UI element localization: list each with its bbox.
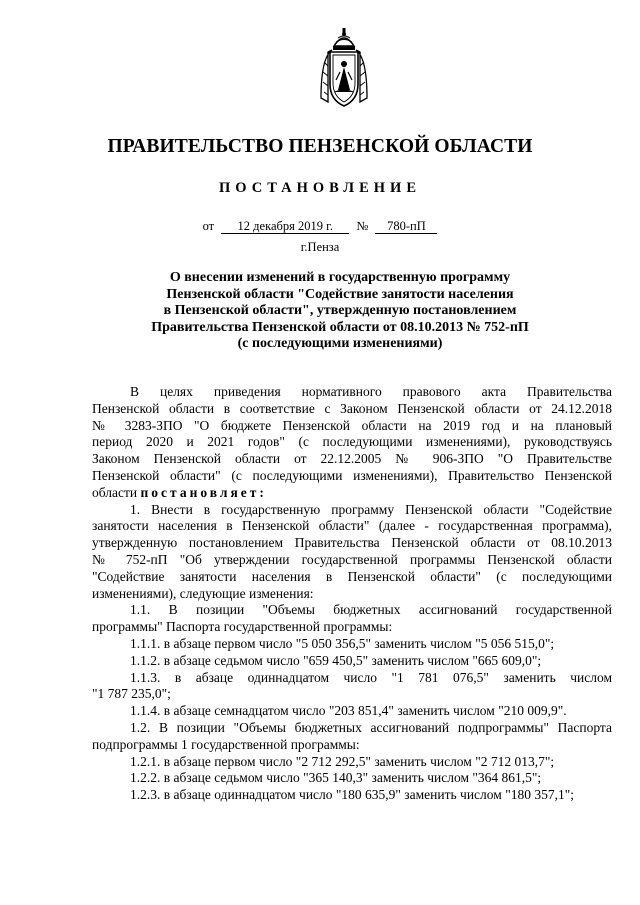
preamble-line: области <box>92 484 141 500</box>
organization-name: ПРАВИТЕЛЬСТВО ПЕНЗЕНСКОЙ ОБЛАСТИ <box>107 136 533 157</box>
item-1-line: "Содействие занятости населения в Пензенской области" (с последующими <box>92 568 612 584</box>
item-1-2-2: 1.2.2. в абзаце седьмом число "365 140,3" заменить числом "364 861,5"; <box>130 770 542 786</box>
number-prefix: № <box>356 219 369 233</box>
date-prefix: от <box>202 219 215 233</box>
item-1-1-1: 1.1.1. в абзаце первом число "5 050 356,5" заменить числом "5 056 515,0"; <box>130 635 555 651</box>
preamble-line: Законом Пензенской области от 22.12.2005 № 906-ЗПО "О Правительстве <box>92 451 612 467</box>
item-1-2-3: 1.2.3. в абзаце одиннадцатом число "180 635,9" заменить числом "180 357,1"; <box>130 787 574 803</box>
document-type: ПОСТАНОВЛЕНИЕ <box>218 180 421 196</box>
item-1-2-line: 1.2. В позиции "Объемы бюджетных ассигнований подпрограммы" Паспорта <box>130 719 612 735</box>
item-1-line: утвержденную постановлением Правительства Пензенской области от 08.10.2013 <box>92 535 612 551</box>
item-1-1-2: 1.1.2. в абзаце седьмом число "659 450,5" заменить числом "665 609,0"; <box>130 652 542 668</box>
preamble-line: Пензенской области в соответствие с Законом Пензенской области от 24.12.2018 <box>92 400 612 416</box>
item-1-1-3-line: 1.1.3. в абзаце одиннадцатом число "1 781 076,5" заменить числом <box>130 669 612 685</box>
date-number-line <box>0 219 640 234</box>
subject-line: Пензенской области "Содействие занятости населения <box>166 286 514 302</box>
item-1-line: занятости населения в Пензенской области" (далее - государственная программа), <box>92 518 612 534</box>
preamble-line: период 2020 и 2021 годов" (с последующими изменениями), руководствуясь <box>92 434 612 450</box>
item-1-1-line: программы" Паспорта государственной программы: <box>92 619 393 635</box>
item-1-1-4: 1.1.4. в абзаце семнадцатом число "203 851,4" заменить числом "210 009,9". <box>130 703 567 719</box>
document-number: 780-пП <box>375 219 437 234</box>
item-1-line: № 752-пП "Об утверждении государственной программы Пензенской области <box>92 551 612 567</box>
subject-line: Правительства Пензенской области от 08.10.2013 № 752-пП <box>151 319 529 335</box>
item-1-line: изменениями), следующие изменения: <box>92 585 314 601</box>
decree-word: постановляет: <box>140 484 267 500</box>
preamble-decree-line <box>92 485 612 502</box>
item-1-1-line: 1.1. В позиции "Объемы бюджетных ассигнований государственной <box>130 602 612 618</box>
subject-line: (с последующими изменениями) <box>237 336 443 352</box>
document-body <box>92 384 612 804</box>
preamble-line: Пензенской области" (с последующими изменениями), Правительство Пензенской <box>92 467 612 483</box>
item-1-1-3-line: "1 787 235,0"; <box>92 686 171 702</box>
item-1-2-1: 1.2.1. в абзаце первом число "2 712 292,5" заменить числом "2 712 013,7"; <box>130 753 555 769</box>
item-1-2-line: подпрограммы 1 государственной программы: <box>92 736 360 752</box>
city: г.Пенза <box>300 240 340 254</box>
preamble-line: В целях приведения нормативного правового акта Правительства <box>130 384 612 399</box>
preamble-line: № 3283-ЗПО "О бюджете Пензенской области на 2019 год и на плановый <box>92 417 612 433</box>
coat-of-arms-icon <box>318 28 370 108</box>
item-1-line: 1. Внести в государственную программу Пензенской области "Содействие <box>130 501 612 517</box>
subject-line: О внесении изменений в государственную программу <box>169 270 511 285</box>
document-subject <box>120 270 560 353</box>
subject-line: в Пензенской области", утвержденную постановлением <box>163 303 517 319</box>
document-date: 12 декабря 2019 г. <box>221 219 349 234</box>
